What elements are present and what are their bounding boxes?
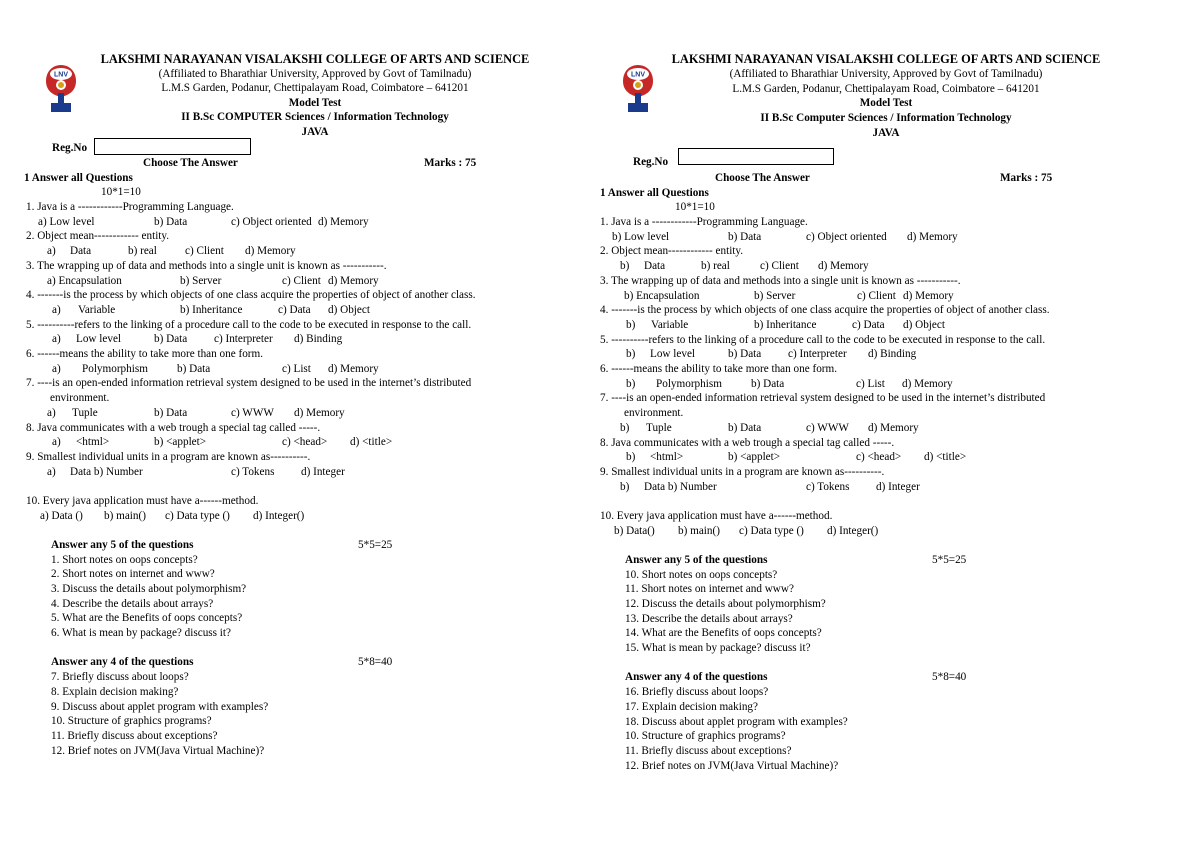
option: c) Client <box>760 260 799 273</box>
section-b-question: 12. Discuss the details about polymorphism? <box>625 598 826 610</box>
section-b-question: 4. Describe the details about arrays? <box>51 597 214 610</box>
option: a) <box>47 245 56 258</box>
affiliation: (Affiliated to Bharathiar University, Approved by Govt of Tamilnadu) <box>729 68 1043 80</box>
section-b-marks: 5*5=25 <box>358 538 393 551</box>
option: b) Data <box>154 215 188 228</box>
section-b-question: 14. What are the Benefits of oops concepts? <box>625 627 822 640</box>
question-3: 3. The wrapping up of data and methods into a single unit is known as -----------. <box>26 259 387 272</box>
address: L.M.S Garden, Podanur, Chettipalayam Road, Coimbatore – 641201 <box>732 83 1040 95</box>
option: b) <box>626 451 636 464</box>
option: d) Memory <box>245 245 296 258</box>
option: b) <applet> <box>154 436 207 449</box>
option: c) Client <box>282 274 321 287</box>
option: d) Binding <box>868 348 917 361</box>
section-c-question: 12. Brief notes on JVM(Java Virtual Machine)? <box>51 744 265 757</box>
section-a-title: 1 Answer all Questions <box>600 186 709 199</box>
option: b) Data <box>177 362 211 375</box>
option: d) Memory <box>294 406 345 419</box>
question-2: 2. Object mean------------ entity. <box>600 245 744 258</box>
college-name: LAKSHMI NARAYANAN VISALAKSHI COLLEGE OF ARTS AND SCIENCE <box>100 52 530 66</box>
option: d) Binding <box>294 333 343 346</box>
question-4: 4. -------is the process by which objects of one class acquire the properties of object of another class. <box>26 289 476 302</box>
section-b-question: 6. What is mean by package? discuss it? <box>51 627 231 640</box>
option: a) <box>52 436 61 449</box>
question-4: 4. -------is the process by which objects of one class acquire the properties of object of another class. <box>600 304 1050 317</box>
course-title: II B.Sc Computer Sciences / Information Technology <box>760 112 1012 124</box>
option: b) Inheritance <box>754 318 817 331</box>
subject-title: JAVA <box>301 125 329 138</box>
option: d) Memory <box>903 289 954 302</box>
option: b) Low level <box>612 230 670 243</box>
section-b-question: 1. Short notes on oops concepts? <box>51 553 198 566</box>
question-1: 1. Java is a ------------Programming Language. <box>600 216 808 228</box>
question-6: 6. ------means the ability to take more than one form. <box>26 348 264 360</box>
option: Low level <box>650 348 696 361</box>
section-c-question: 16. Briefly discuss about loops? <box>625 686 769 699</box>
question-7: 7. ----is an open-ended information retrieval system designed to be used in the internet’s distributed <box>26 377 472 390</box>
question-7: 7. ----is an open-ended information retrieval system designed to be used in the internet’s distributed <box>600 392 1046 405</box>
subject-title: JAVA <box>872 127 900 139</box>
option: d) Object <box>328 303 370 316</box>
option: b) Data <box>154 333 188 346</box>
option: Polymorphism <box>656 377 722 390</box>
question-3: 3. The wrapping up of data and methods into a single unit is known as -----------. <box>600 274 961 287</box>
option: c) List <box>282 362 311 375</box>
question-10: 10. Every java application must have a------method. <box>26 494 259 507</box>
option: Data <box>70 245 92 258</box>
section-c-question: 11. Briefly discuss about exceptions? <box>625 744 792 757</box>
option: a) <box>47 465 56 478</box>
section-c-title: Answer any 4 of the questions <box>51 656 194 669</box>
section-b-question: 2. Short notes on internet and www? <box>51 568 215 581</box>
section-b-marks: 5*5=25 <box>932 553 967 566</box>
option: b) <box>620 421 630 434</box>
option: c) Data type () <box>739 524 804 537</box>
option: b) real <box>701 260 730 273</box>
option: c) WWW <box>231 406 274 419</box>
section-b-question: 13. Describe the details about arrays? <box>625 612 793 625</box>
reg-no-field[interactable] <box>94 138 251 155</box>
option: d) Object <box>903 318 945 331</box>
option: a) <box>47 406 56 419</box>
section-c-question: 8. Explain decision making? <box>51 685 179 698</box>
section-c-question: 18. Discuss about applet program with examples? <box>625 715 848 728</box>
question-7-cont: environment. <box>50 392 110 405</box>
svg-text:LNV: LNV <box>631 71 645 79</box>
option: c) Object oriented <box>231 215 312 228</box>
option: b) Encapsulation <box>624 289 700 302</box>
question-7-cont: environment. <box>624 407 684 420</box>
option: b) Data <box>751 377 785 390</box>
option: d) <title> <box>924 451 967 464</box>
option: d) Memory <box>318 215 369 228</box>
option: Polymorphism <box>82 362 148 375</box>
option: <html> <box>650 451 684 464</box>
option: c) Data <box>278 303 311 316</box>
option: a) <box>52 362 61 375</box>
section-a-marks: 10*1=10 <box>101 186 141 199</box>
option: b) <box>626 348 636 361</box>
section-c-question: 12. Brief notes on JVM(Java Virtual Machine)? <box>625 759 839 772</box>
option: b) <box>620 480 630 493</box>
option: b) <applet> <box>728 451 781 464</box>
reg-no-label: Reg.No <box>633 156 669 168</box>
marks-total: Marks : 75 <box>424 157 477 169</box>
section-c-question: 7. Briefly discuss about loops? <box>51 671 189 684</box>
section-a-marks: 10*1=10 <box>675 201 715 214</box>
question-6: 6. ------means the ability to take more than one form. <box>600 363 838 375</box>
option: d) Memory <box>328 362 379 375</box>
exam-sheet-right <box>600 0 1200 849</box>
course-title: II B.Sc COMPUTER Sciences / Information Technology <box>181 111 449 124</box>
exam-title: Model Test <box>859 97 913 109</box>
option: c) Object oriented <box>806 230 887 243</box>
option: b) real <box>128 245 157 258</box>
marks-total: Marks : 75 <box>1000 172 1053 184</box>
option: a) Data () <box>40 509 83 522</box>
section-c-marks: 5*8=40 <box>932 671 967 684</box>
option: b) Inheritance <box>180 303 243 316</box>
option: c) Interpreter <box>788 348 847 361</box>
option: b) <box>620 260 630 273</box>
option: Low level <box>76 333 122 346</box>
section-c-title: Answer any 4 of the questions <box>625 671 768 684</box>
option: c) List <box>856 377 885 390</box>
option: <html> <box>76 436 110 449</box>
college-name: LAKSHMI NARAYANAN VISALAKSHI COLLEGE OF ARTS AND SCIENCE <box>671 52 1101 66</box>
option: b) Data <box>728 230 762 243</box>
option: c) Interpreter <box>214 333 273 346</box>
option: a) Low level <box>38 215 95 228</box>
section-c-question: 11. Briefly discuss about exceptions? <box>51 729 218 742</box>
option: Variable <box>78 303 116 316</box>
section-b-title: Answer any 5 of the questions <box>51 538 194 551</box>
option: Data <box>644 260 666 273</box>
option: Data b) Number <box>70 465 143 478</box>
option: Tuple <box>646 421 672 434</box>
option: d) Memory <box>907 230 958 243</box>
section-c-marks: 5*8=40 <box>358 656 393 669</box>
option: d) Memory <box>902 377 953 390</box>
section-b-title: Answer any 5 of the questions <box>625 553 768 566</box>
section-b-question: 3. Discuss the details about polymorphism? <box>51 583 247 595</box>
option: Tuple <box>72 406 98 419</box>
section-c-question: 9. Discuss about applet program with examples? <box>51 700 269 713</box>
option: c) Client <box>857 289 896 302</box>
option: Data b) Number <box>644 480 717 493</box>
option: b) Data <box>728 348 762 361</box>
choose-answer-title: Choose The Answer <box>715 172 810 184</box>
option: b) Data <box>154 406 188 419</box>
option: b) Data() <box>614 524 655 537</box>
question-5: 5. ----------refers to the linking of a procedure call to the code to be executed in response to the call. <box>600 333 1046 346</box>
option: d) Integer() <box>827 524 879 537</box>
option: d) Integer() <box>253 509 305 522</box>
option: b) Data <box>728 421 762 434</box>
option: d) Memory <box>818 260 869 273</box>
option: c) Data type () <box>165 509 230 522</box>
option: c) Tokens <box>806 480 850 493</box>
option: b) main() <box>104 509 146 522</box>
section-b-question: 11. Short notes on internet and www? <box>625 583 794 596</box>
option: c) WWW <box>806 421 849 434</box>
reg-no-label: Reg.No <box>52 142 88 154</box>
option: d) Integer <box>301 465 345 478</box>
choose-answer-title: Choose The Answer <box>143 157 238 169</box>
reg-no-field[interactable] <box>678 148 834 165</box>
address: L.M.S Garden, Podanur, Chettipalayam Road, Coimbatore – 641201 <box>161 82 469 95</box>
section-c-question: 10. Structure of graphics programs? <box>51 715 212 728</box>
header <box>0 52 600 140</box>
option: d) Integer <box>876 480 920 493</box>
question-9: 9. Smallest individual units in a program are known as----------. <box>26 450 311 463</box>
section-b-question: 10. Short notes on oops concepts? <box>625 568 778 581</box>
option: b) main() <box>678 524 720 537</box>
question-5: 5. ----------refers to the linking of a procedure call to the code to be executed in response to the call. <box>26 318 472 331</box>
option: c) <head> <box>282 436 328 449</box>
affiliation: (Affiliated to Bharathiar University, Approved by Govt of Tamilnadu) <box>158 67 472 80</box>
question-8: 8. Java communicates with a web trough a special tag called -----. <box>600 436 895 449</box>
svg-text:LNV: LNV <box>54 71 68 79</box>
section-b-question: 15. What is mean by package? discuss it? <box>625 642 811 655</box>
section-b-question: 5. What are the Benefits of oops concepts? <box>51 612 243 625</box>
option: b) <box>626 377 636 390</box>
option: Variable <box>651 318 689 331</box>
section-a-title: 1 Answer all Questions <box>24 171 133 184</box>
section-c-question: 17. Explain decision making? <box>625 700 758 713</box>
option: d) Memory <box>868 421 919 434</box>
question-8: 8. Java communicates with a web trough a special tag called -----. <box>26 421 321 434</box>
question-2: 2. Object mean------------ entity. <box>26 230 170 243</box>
option: d) <title> <box>350 436 393 449</box>
exam-title: Model Test <box>288 96 342 109</box>
option: b) <box>626 318 636 331</box>
question-10: 10. Every java application must have a------method. <box>600 509 833 522</box>
option: a) Encapsulation <box>47 274 122 287</box>
option: c) Data <box>852 318 885 331</box>
option: b) Server <box>754 289 796 302</box>
option: c) <head> <box>856 451 902 464</box>
question-9: 9. Smallest individual units in a program are known as----------. <box>600 465 885 478</box>
option: a) <box>52 303 61 316</box>
question-1: 1. Java is a ------------Programming Language. <box>26 201 234 213</box>
option: c) Tokens <box>231 465 275 478</box>
section-c-question: 10. Structure of graphics programs? <box>625 730 786 743</box>
option: b) Server <box>180 274 222 287</box>
option: a) <box>52 333 61 346</box>
option: c) Client <box>185 245 224 258</box>
option: d) Memory <box>328 274 379 287</box>
